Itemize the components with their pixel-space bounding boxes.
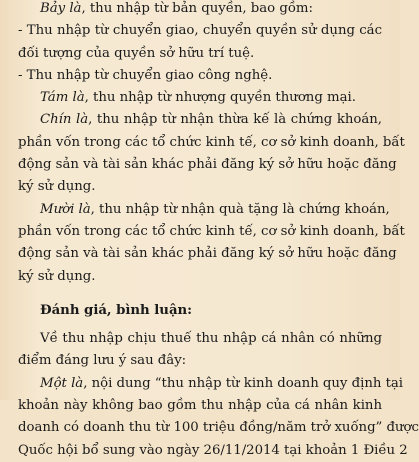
text-span: phần vốn trong các tổ chức kinh tế, cơ sở kinh doanh, bất — [18, 223, 405, 239]
section-heading — [18, 300, 382, 322]
text-line — [18, 109, 382, 131]
text-span: Về thu nhập chịu thuế thu nhập cá nhân có những — [40, 331, 382, 347]
text-line — [18, 20, 382, 42]
text-line — [18, 417, 419, 439]
text-line — [18, 199, 390, 221]
text-span: động sản và tài sản khác phải đăng ký sở hữu hoặc đăng — [18, 157, 397, 173]
text-span: ký sử dụng. — [18, 179, 96, 195]
text-line — [18, 243, 397, 265]
text-line — [18, 176, 382, 198]
text-span: doanh có doanh thu từ 100 triệu đồng/năm trở xuống” được — [18, 420, 419, 436]
text-line — [18, 43, 382, 65]
text-span: , thu nhập từ nhận quà tặng là chứng khoán, — [90, 201, 390, 217]
text-line — [18, 221, 405, 243]
italic-lead-phrase: Tám là — [40, 90, 85, 106]
text-line — [18, 0, 382, 20]
text-span: ký sử dụng. — [18, 268, 96, 284]
text-span: động sản và tài sản khác phải đăng ký sở hữu hoặc đăng — [18, 246, 397, 262]
text-span: , thu nhập từ bản quyền, bao gồm: — [81, 1, 313, 16]
text-span: , thu nhập từ nhượng quyền thương mại. — [84, 90, 356, 106]
text-line — [18, 132, 405, 154]
text-line — [18, 266, 382, 288]
italic-lead-phrase: Chín là — [40, 112, 89, 128]
text-span: điểm đáng lưu ý sau đây: — [18, 353, 187, 369]
text-line — [18, 154, 397, 176]
page-text — [18, 0, 419, 462]
text-line — [18, 87, 382, 109]
text-line — [18, 373, 404, 395]
italic-lead-phrase: Mười là — [40, 201, 91, 217]
text-line — [18, 395, 382, 417]
text-line — [18, 440, 408, 462]
text-span: , thu nhập từ nhận thừa kế là chứng khoán, — [88, 112, 382, 128]
text-span: Đánh giá, bình luận: — [40, 302, 193, 318]
text-span: khoản này không bao gồm thu nhập của cá nhân kinh — [18, 398, 382, 414]
text-line — [18, 65, 382, 87]
text-line — [18, 328, 382, 350]
italic-lead-phrase: Bảy là — [40, 1, 82, 16]
text-span: , nội dung “thu nhập từ kinh doanh quy định tại — [83, 375, 404, 391]
italic-lead-phrase: Một là — [40, 375, 84, 391]
text-line — [18, 350, 382, 372]
text-span: đối tượng của quyền sở hữu trí tuệ. — [18, 45, 255, 61]
text-span: - Thu nhập từ chuyển giao, chuyển quyền sử dụng các — [18, 23, 382, 39]
text-span: - Thu nhập từ chuyển giao công nghệ. — [18, 67, 273, 83]
text-span: phần vốn trong các tổ chức kinh tế, cơ sở kinh doanh, bất — [18, 134, 405, 150]
text-span: Quốc hội bổ sung vào ngày 26/11/2014 tại khoản 1 Điều 2 — [18, 442, 408, 458]
